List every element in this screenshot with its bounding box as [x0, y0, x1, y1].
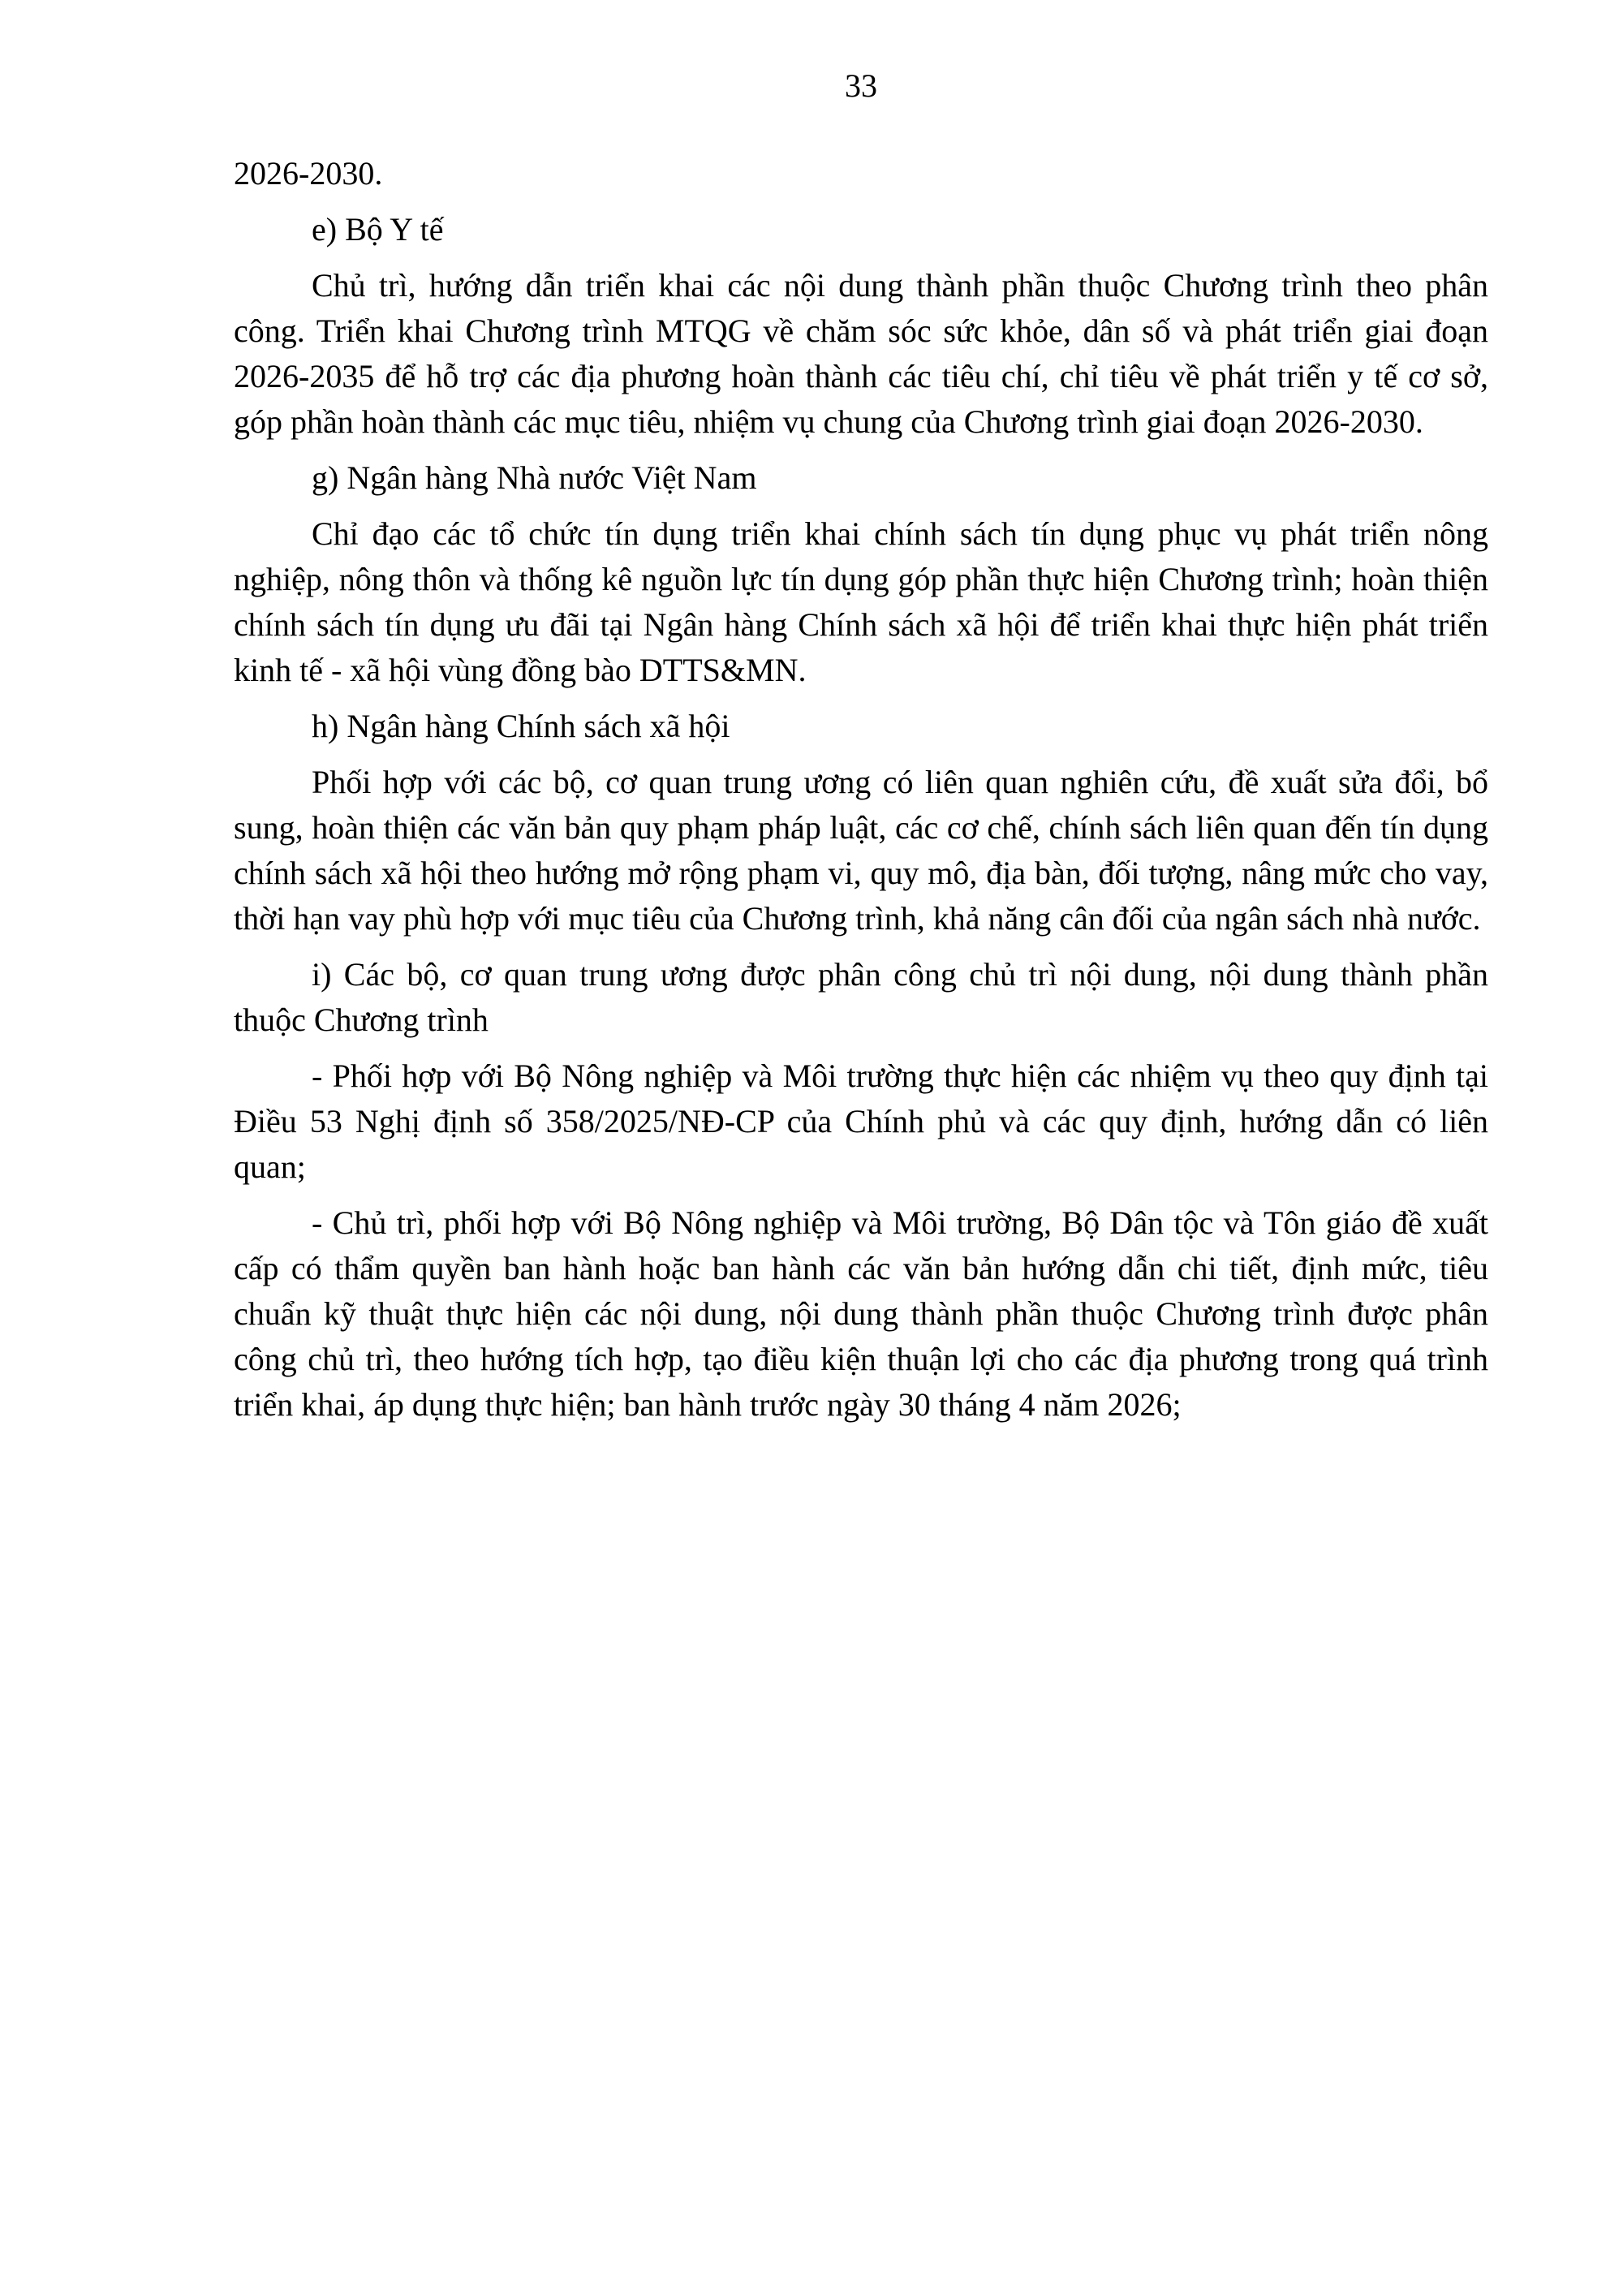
paragraph-continuation: 2026-2030.	[234, 155, 383, 192]
paragraph-dash-item: - Phối hợp với Bộ Nông nghiệp và Môi trường thực hiện các nhiệm vụ theo quy định tại Điều 53 Nghị định số 358/2025/NĐ-CP của Chính phủ và các quy định, hướng dẫn có liên quan;	[234, 1058, 1488, 1185]
section-heading-e: e) Bộ Y tế	[312, 211, 444, 248]
page-content	[234, 151, 1488, 1428]
paragraph-dash-item: - Chủ trì, phối hợp với Bộ Nông nghiệp và Môi trường, Bộ Dân tộc và Tôn giáo đề xuất cấp có thẩm quyền ban hành hoặc ban hành các văn bản hướng dẫn chi tiết, định mức, tiêu chuẩn kỹ thuật thực hiện các nội dung, nội dung thành phần thuộc Chương trình được phân công chủ trì, theo hướng tích hợp, tạo điều kiện thuận lợi cho các địa phương trong quá trình triển khai, áp dụng thực hiện; ban hành trước ngày 30 tháng 4 năm 2026;	[234, 1204, 1488, 1423]
section-paragraph-i: i) Các bộ, cơ quan trung ương được phân công chủ trì nội dung, nội dung thành phần thuộc Chương trình	[234, 956, 1488, 1038]
paragraph-body: Chủ trì, hướng dẫn triển khai các nội dung thành phần thuộc Chương trình theo phân công. Triển khai Chương trình MTQG về chăm sóc sức khỏe, dân số và phát triển giai đoạn 2026-2035 để hỗ trợ các địa phương hoàn thành các tiêu chí, chỉ tiêu về phát triển y tế cơ sở, góp phần hoàn thành các mục tiêu, nhiệm vụ chung của Chương trình giai đoạn 2026-2030.	[234, 267, 1488, 440]
section-heading-h: h) Ngân hàng Chính sách xã hội	[312, 708, 730, 744]
section-heading-g: g) Ngân hàng Nhà nước Việt Nam	[312, 459, 757, 496]
paragraph-body: Chỉ đạo các tổ chức tín dụng triển khai chính sách tín dụng phục vụ phát triển nông nghiệp, nông thôn và thống kê nguồn lực tín dụng góp phần thực hiện Chương trình; hoàn thiện chính sách tín dụng ưu đãi tại Ngân hàng Chính sách xã hội để triển khai thực hiện phát triển kinh tế - xã hội vùng đồng bào DTTS&MN.	[234, 515, 1488, 688]
page-number: 33	[845, 67, 877, 104]
paragraph-body: Phối hợp với các bộ, cơ quan trung ương có liên quan nghiên cứu, đề xuất sửa đổi, bổ sung, hoàn thiện các văn bản quy phạm pháp luật, các cơ chế, chính sách liên quan đến tín dụng chính sách xã hội theo hướng mở rộng phạm vi, quy mô, địa bàn, đối tượng, nâng mức cho vay, thời hạn vay phù hợp với mục tiêu của Chương trình, khả năng cân đối của ngân sách nhà nước.	[234, 764, 1488, 937]
